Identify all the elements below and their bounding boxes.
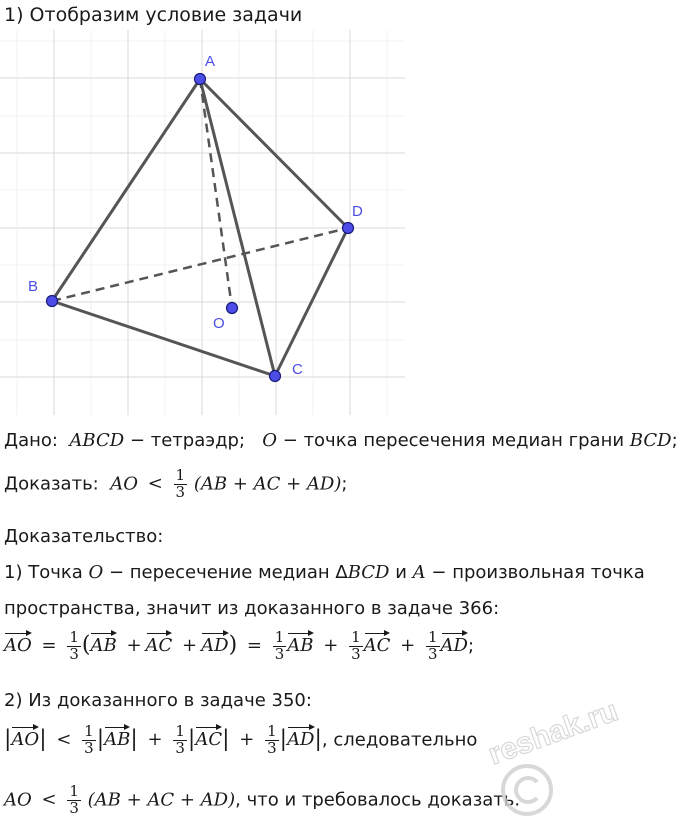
point-a bbox=[195, 74, 206, 85]
label-b: B bbox=[28, 278, 39, 295]
final-line: AO < $\frac{1}{3}$ (AB + AC + AD), что и требовалось доказать. bbox=[4, 782, 521, 817]
segment-ao bbox=[200, 79, 232, 308]
step2-text: 2) Из доказанного в задаче 350: bbox=[4, 690, 312, 711]
point-c bbox=[270, 371, 281, 382]
watermark-text: reshak.ru bbox=[484, 694, 623, 772]
reshak-watermark bbox=[481, 694, 631, 822]
label-o: O bbox=[213, 315, 225, 332]
prove-line: Доказать: AO < $\frac{1}{3}$ (AB + AC + AD); bbox=[4, 466, 348, 501]
label-c: C bbox=[292, 361, 303, 378]
given-line: Дано: ABCD − тетраэдр; O − точка пересечения медиан грани BCD; bbox=[4, 430, 678, 451]
point-o bbox=[227, 303, 238, 314]
edge-bc bbox=[52, 301, 275, 376]
edge-bd bbox=[52, 228, 348, 301]
step1-line1: 1) Точка O − пересечение медиан ΔBCD и A − произвольная точка bbox=[4, 562, 645, 583]
proof-title: Доказательство: bbox=[4, 526, 164, 547]
step1-line2: пространства, значит из доказанного в задаче 366: bbox=[4, 598, 500, 619]
copyright-icon bbox=[503, 766, 551, 814]
point-b bbox=[47, 296, 58, 307]
tetrahedron-figure bbox=[0, 30, 420, 415]
hidden-edges bbox=[52, 79, 348, 308]
page-heading: 1) Отобразим условие задачи bbox=[4, 4, 303, 26]
point-d bbox=[343, 223, 354, 234]
label-a: A bbox=[205, 53, 216, 70]
vector-equation: AO = $\frac{1}{3}$ (AB + AC + AD) = $\frac{1}{3}$ AB + $\frac{1}{3}$ AC + $\frac{1}{3}$ AD; bbox=[4, 628, 475, 663]
abs-inequality: |AO| < $\frac{1}{3}$ |AB| + $\frac{1}{3}$ |AC| + $\frac{1}{3}$ |AD|, следовательно bbox=[4, 722, 478, 757]
label-d: D bbox=[352, 203, 363, 220]
